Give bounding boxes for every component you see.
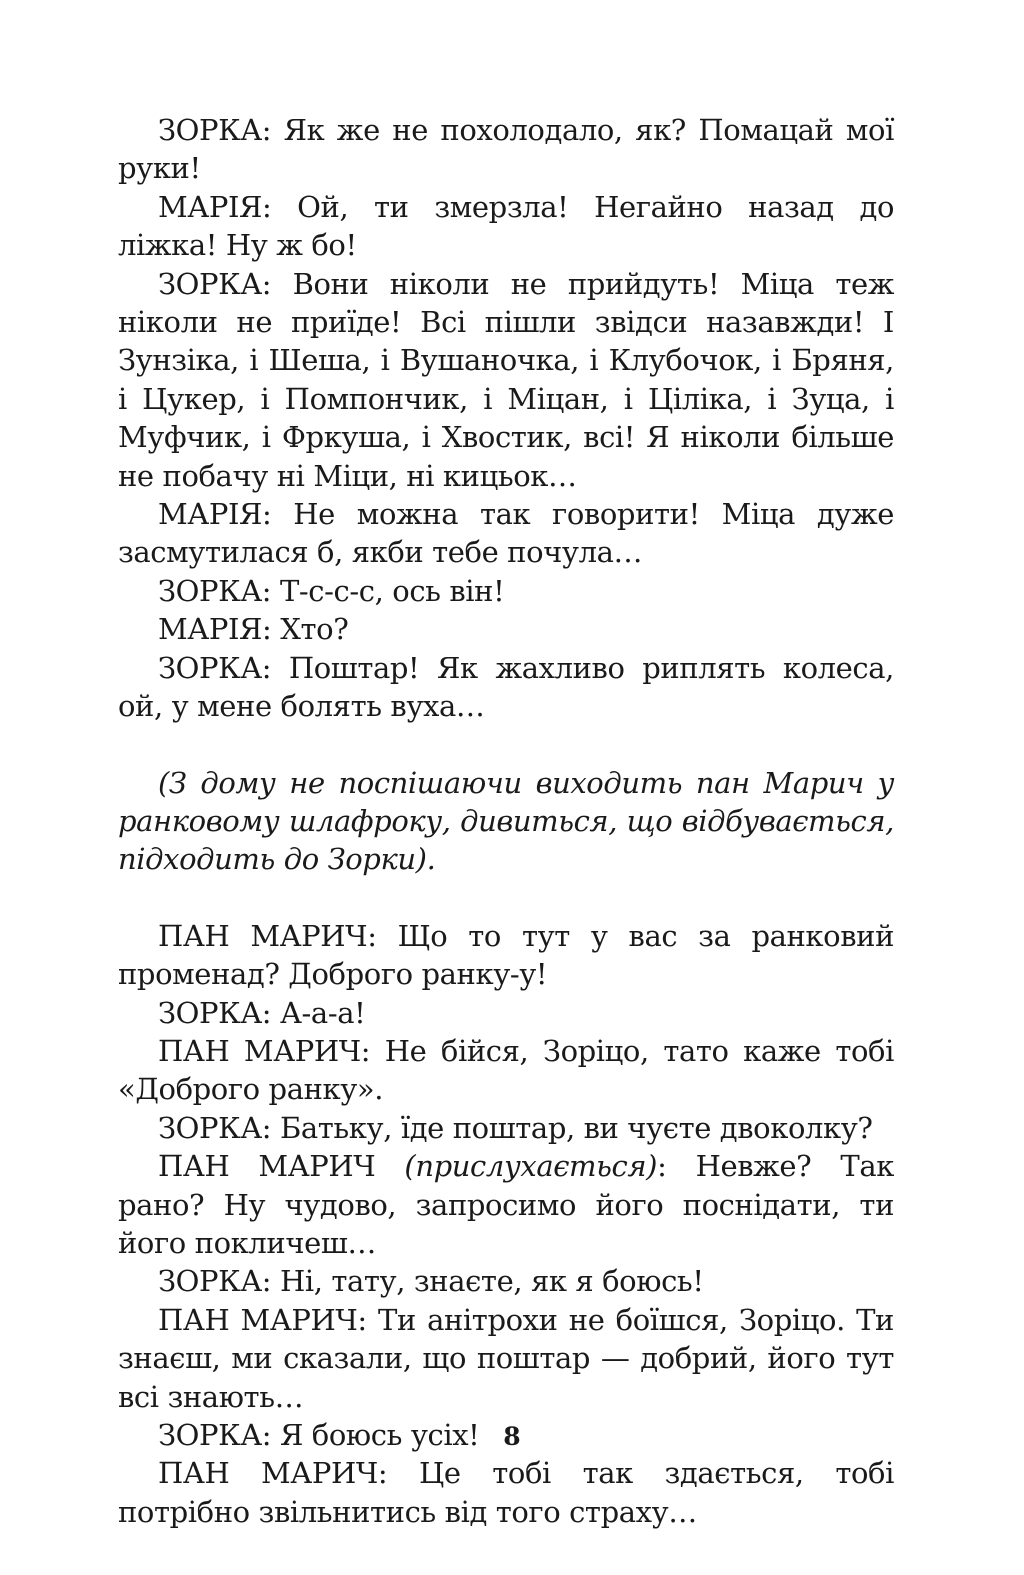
- dialogue-line: [118, 188, 894, 265]
- dialogue-line: [118, 610, 894, 648]
- dialogue-line: [118, 917, 894, 994]
- line-text: : Невже? Так рано? Ну чудово, запросимо його поснідати, ти його покличеш…: [118, 1149, 894, 1260]
- aside: (прислухається): [404, 1149, 658, 1184]
- page-body: [118, 111, 894, 1531]
- line-text: Батьку, їде поштар, ви чуєте двоколку?: [279, 1110, 873, 1145]
- line-text: Ні, тату, знаєте, як я боюсь!: [279, 1264, 704, 1299]
- line-text: Ти анітрохи не боїшся, Зоріцо. Ти знаєш, ми сказали, що поштар — добрий, його тут всі знають…: [118, 1302, 894, 1414]
- line-text: Ой, ти змерзла! Негайно назад до ліжка! Ну ж бо!: [118, 189, 894, 263]
- speaker: ЗОРКА:: [158, 113, 272, 147]
- dialogue-line: [118, 1262, 894, 1300]
- line-text: Не можна так говорити! Міца дуже засмутилася б, якби тебе почула…: [118, 497, 894, 570]
- line-text: Поштар! Як жахливо риплять колеса, ой, у мене болять вуха…: [118, 650, 894, 724]
- speaker: ЗОРКА:: [158, 995, 272, 1030]
- speaker: ЗОРКА:: [158, 1110, 272, 1145]
- speaker: ПАН МАРИЧ:: [158, 918, 377, 953]
- speaker: ПАН МАРИЧ:: [158, 1033, 371, 1068]
- dialogue-line: [118, 994, 894, 1032]
- line-text: Хто?: [280, 612, 349, 647]
- speaker: МАРІЯ:: [158, 497, 272, 532]
- dialogue-line: [118, 1454, 894, 1531]
- line-text: Вони ніколи не прийдуть! Міца теж ніколи не приїде! Всі пішли звідси назавжди! І Зунзіка, і Шеша, і Вушаночка, і Клубочок, і Бряня, і Цукер, і Помпончик, і Міцан, і Ціліка, і Зуца, і Муфчик, і Фркуша, і Хвостик, всі! Я ніколи більше не побачу ні Міци, ні кицьок…: [118, 266, 894, 493]
- speaker: ПАН МАРИЧ: [158, 1149, 376, 1184]
- dialogue-line: [118, 495, 894, 572]
- speaker: МАРІЯ:: [158, 189, 272, 224]
- dialogue-line: [118, 111, 894, 188]
- line-text: Т-с-с-с, ось він!: [279, 573, 505, 608]
- dialogue-line: [118, 1147, 894, 1262]
- line-text: Я боюсь усіх!: [279, 1418, 480, 1452]
- speaker: ЗОРКА:: [158, 1264, 272, 1299]
- dialogue-line: [118, 1109, 894, 1147]
- speaker: ПАН МАРИЧ:: [158, 1456, 388, 1491]
- speaker: МАРІЯ:: [158, 612, 272, 647]
- stage-direction: (З дому не поспішаючи виходить пан Марич у ранковому шлафроку, дивиться, що відбувається, підходить до Зорки).: [118, 765, 894, 877]
- line-text: Що то тут у вас за ранковий променад? Доброго ранку-у!: [118, 918, 895, 992]
- line-text: Це тобі так здається, тобі потрібно звільнитись від того страху…: [118, 1456, 894, 1529]
- line-text: Як же не похолодало, як? Помацай мої руки!: [118, 113, 894, 186]
- dialogue-line: [118, 1301, 894, 1416]
- dialogue-line: [118, 265, 894, 495]
- dialogue-line: [118, 649, 894, 726]
- line-text: Не бійся, Зоріцо, тато каже тобі «Доброго ранку».: [118, 1033, 894, 1107]
- dialogue-line: [118, 1032, 894, 1109]
- speaker: ПАН МАРИЧ:: [158, 1302, 367, 1337]
- speaker: ЗОРКА:: [158, 266, 272, 301]
- dialogue-line: [118, 572, 894, 610]
- line-text: А-а-а!: [279, 995, 366, 1030]
- speaker: ЗОРКА:: [158, 650, 272, 685]
- speaker: ЗОРКА:: [158, 1418, 272, 1452]
- page-number: 8: [503, 1422, 521, 1451]
- speaker: ЗОРКА:: [158, 573, 272, 608]
